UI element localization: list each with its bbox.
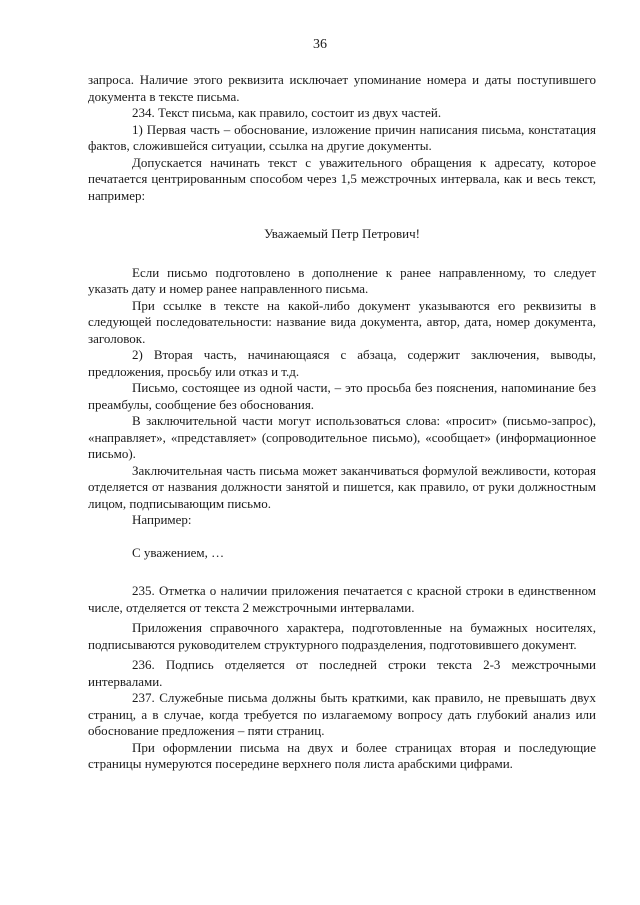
paragraph: Заключительная часть письма может заканчиваться формулой вежливости, которая отделяется от названия должности занятой и пишется, как правило, от руки должностным лицом, подписывающим письмо. — [88, 462, 596, 511]
closing-example: С уважением, … — [132, 544, 225, 560]
paragraph: Письмо, состоящее из одной части, – это просьба без пояснения, напоминание без преамбулы, сообщение без обоснования. — [88, 380, 596, 412]
paragraph: Например: — [132, 512, 192, 527]
paragraph: Если письмо подготовлено в дополнение к ранее направленному, то следует указать дату и номер ранее направленного письма. — [88, 264, 596, 296]
spacer — [88, 204, 596, 226]
paragraph: В заключительной части могут использоваться слова: «просит» (письмо-запрос), «направляет», «представляет» (сопроводительное письмо), «сообщает» (информационное письмо). — [88, 413, 596, 461]
paragraph: запроса. Наличие этого реквизита исключает упоминание номера и даты поступившего документа в тексте письма. — [88, 72, 596, 104]
paragraph-item-237: 237. Служебные письма должны быть краткими, как правило, не превышать двух страниц, а в случае, когда требуется по излагаемому вопросу дать глубокий анализ или обоснование предложения – пяти страниц. — [88, 690, 596, 738]
document-body — [88, 72, 596, 773]
paragraph: При ссылке в тексте на какой-либо документ указываются его реквизиты в следующей последовательности: название вида документа, автор, дата, номер документа, заголовок. — [88, 297, 596, 346]
paragraph: Приложения справочного характера, подготовленные на бумажных носителях, подписываются руководителем структурного подразделения, подготовившего документ. — [88, 620, 596, 652]
page-number: 36 — [313, 37, 327, 52]
spacer — [88, 561, 596, 583]
paragraph-item-236: 236. Подпись отделяется от последней строки текста 2-3 межстрочными интервалами. — [88, 657, 596, 689]
spacer — [88, 243, 596, 265]
spacer — [88, 529, 596, 545]
salutation-example: Уважаемый Петр Петрович! — [264, 226, 420, 241]
paragraph: 1) Первая часть – обоснование, изложение причин написания письма, констатация фактов, сложившейся ситуации, ссылка на другие документы. — [88, 121, 596, 153]
paragraph: При оформлении письма на двух и более страницах вторая и последующие страницы нумеруются посередине верхнего поля листа арабскими цифрами. — [88, 739, 596, 771]
paragraph-item-235: 235. Отметка о наличии приложения печатается с красной строки в единственном числе, отделяется от текста 2 межстрочными интервалами. — [88, 583, 596, 615]
paragraph: 2) Вторая часть, начинающаяся с абзаца, содержит заключения, выводы, предложения, просьбу или отказ и т.д. — [88, 347, 596, 379]
paragraph: Допускается начинать текст с уважительного обращения к адресату, которое печатается центрированным способом через 1,5 межстрочных интервала, как и весь текст, например: — [88, 154, 596, 203]
paragraph-item-234: 234. Текст письма, как правило, состоит из двух частей. — [132, 105, 442, 120]
